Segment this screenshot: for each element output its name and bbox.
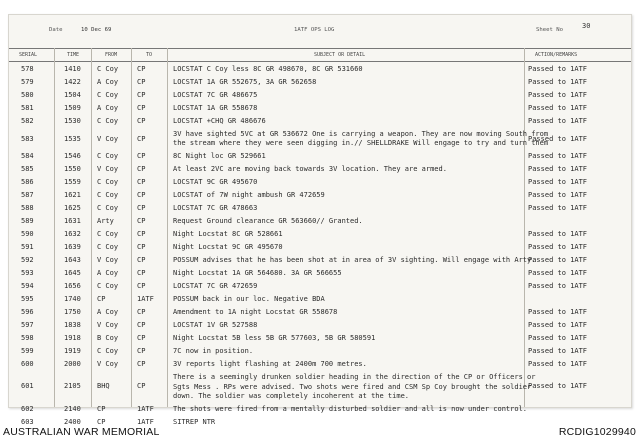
column-header-serial: SERIAL <box>19 52 38 58</box>
subject-line: LOCSTAT 7C GR 486675 <box>173 91 258 99</box>
to-cell: CP <box>137 165 146 174</box>
time-cell: 1559 <box>64 178 81 187</box>
action-cell: Passed to 1ATF <box>528 321 588 330</box>
action-cell: Passed to 1ATF <box>528 65 588 73</box>
time-cell: 1504 <box>64 91 81 99</box>
subject-cell <box>173 217 363 226</box>
log-entry-row <box>9 189 631 202</box>
log-entry-row <box>9 280 631 293</box>
to-cell: 1ATF <box>137 405 154 414</box>
action-cell: Passed to 1ATF <box>528 165 588 174</box>
to-cell: CP <box>137 78 146 86</box>
subject-line: LOCSTAT of 7W night ambush GR 472659 <box>173 191 325 200</box>
to-cell: CP <box>137 91 146 99</box>
subject-cell <box>173 165 447 174</box>
subject-line: LOCSTAT 1A GR 552675, 3A GR 562658 <box>173 78 317 86</box>
to-cell: CP <box>137 117 146 125</box>
serial-cell: 596 <box>21 308 34 317</box>
action-cell: Passed to 1ATF <box>528 347 588 356</box>
log-entry-row <box>9 306 631 319</box>
serial-cell: 582 <box>21 117 34 125</box>
action-cell: Passed to 1ATF <box>528 243 588 252</box>
log-entry-row <box>9 371 631 403</box>
time-cell: 1656 <box>64 282 81 291</box>
column-header-from: FROM <box>105 52 118 58</box>
action-cell: Passed to 1ATF <box>528 178 588 187</box>
to-cell: CP <box>137 65 146 73</box>
log-entry-row <box>9 358 631 371</box>
serial-cell: 580 <box>21 91 34 99</box>
to-cell: CP <box>137 135 146 143</box>
column-header-time: TIME <box>67 52 80 58</box>
subject-line: Amendment to 1A night Locstat GR 558678 <box>173 308 338 317</box>
from-cell: C Coy <box>97 191 119 200</box>
record-id: RCDIG1029940 <box>558 426 636 438</box>
time-cell: 1919 <box>64 347 81 356</box>
subject-cell <box>173 152 266 161</box>
subject-line: Night Locstat 9C GR 495670 <box>173 243 283 252</box>
log-sheet <box>8 14 632 427</box>
subject-cell <box>173 65 363 74</box>
action-cell: Passed to 1ATF <box>528 91 588 99</box>
time-cell: 2000 <box>64 360 81 369</box>
action-cell: Passed to 1ATF <box>528 191 588 200</box>
from-cell: V Coy <box>97 256 119 265</box>
serial-cell: 586 <box>21 178 34 187</box>
subject-cell <box>173 91 257 100</box>
from-cell: CP <box>97 405 106 414</box>
from-cell: Arty <box>97 217 114 226</box>
action-cell: Passed to 1ATF <box>528 78 588 86</box>
from-cell: A Coy <box>97 104 119 112</box>
action-cell: Passed to 1ATF <box>528 230 588 239</box>
log-entry-row <box>9 89 631 102</box>
subject-line: 3V reports light flashing at 2400m 700 metres. <box>173 360 367 369</box>
to-cell: CP <box>137 178 146 187</box>
serial-cell: 587 <box>21 191 34 200</box>
log-entry-row <box>9 128 631 150</box>
log-entry-row <box>9 115 631 128</box>
action-cell: Passed to 1ATF <box>528 360 588 369</box>
log-entry-row <box>9 163 631 176</box>
time-cell: 1838 <box>64 321 81 330</box>
action-cell: Passed to 1ATF <box>528 117 588 125</box>
log-entry-row <box>9 228 631 241</box>
to-cell: CP <box>137 230 146 239</box>
log-entry-row <box>9 202 631 215</box>
from-cell: V Coy <box>97 321 119 330</box>
action-cell: Passed to 1ATF <box>528 282 588 291</box>
subject-line: POSSUM back in our loc. Negative BDA <box>173 295 325 304</box>
serial-cell: 597 <box>21 321 34 330</box>
log-entry-row <box>9 345 631 358</box>
serial-cell: 603 <box>21 418 34 427</box>
serial-cell: 581 <box>21 104 34 112</box>
from-cell: C Coy <box>97 91 119 99</box>
serial-cell: 589 <box>21 217 34 226</box>
subject-cell <box>173 295 325 304</box>
serial-cell: 599 <box>21 347 34 356</box>
serial-cell: 579 <box>21 78 34 86</box>
log-entry-row <box>9 332 631 345</box>
from-cell: C Coy <box>97 282 119 291</box>
serial-cell: 578 <box>21 65 34 73</box>
subject-line: Request Ground clearance GR 563660// Granted. <box>173 217 363 226</box>
log-entry-row <box>9 102 631 115</box>
serial-cell: 583 <box>21 135 34 143</box>
subject-line: POSSUM advises that he has been shot at in area of 3V sighting. Will engage with Arty. <box>173 256 536 265</box>
subject-line: There is a seemingly drunken soldier heading in the direction of the CP or Officers or <box>173 373 536 382</box>
subject-cell <box>173 360 367 369</box>
serial-cell: 600 <box>21 360 34 369</box>
subject-line: Night Locstat 5B less 5B GR 577603, 5B GR 580591 <box>173 334 376 343</box>
serial-cell: 585 <box>21 165 34 174</box>
from-cell: BHQ <box>97 382 110 391</box>
serial-cell: 590 <box>21 230 34 239</box>
from-cell: C Coy <box>97 117 119 125</box>
subject-cell <box>173 78 316 87</box>
from-cell: V Coy <box>97 360 119 369</box>
action-cell: Passed to 1ATF <box>528 382 588 391</box>
to-cell: CP <box>137 191 146 200</box>
subject-line: down. The soldier was completely incoherent at the time. <box>173 392 410 401</box>
to-cell: CP <box>137 217 146 226</box>
date-value: 10 Dec 69 <box>81 27 112 33</box>
serial-cell: 601 <box>21 382 34 391</box>
time-cell: 1422 <box>64 78 81 86</box>
time-cell: 1410 <box>64 65 81 73</box>
log-entry-row <box>9 267 631 280</box>
subject-line: Night Locstat 8C GR 528661 <box>173 230 283 239</box>
from-cell: C Coy <box>97 152 119 161</box>
time-cell: 2105 <box>64 382 81 391</box>
time-cell: 1740 <box>64 295 81 304</box>
to-cell: 1ATF <box>137 295 154 304</box>
action-cell: Passed to 1ATF <box>528 204 588 213</box>
subject-line: The shots were fired from a mentally disturbed soldier and all is now under control. <box>173 405 528 414</box>
to-cell: CP <box>137 256 146 265</box>
subject-cell <box>173 117 266 126</box>
time-cell: 2140 <box>64 405 81 414</box>
from-cell: C Coy <box>97 178 119 187</box>
subject-cell <box>173 130 548 149</box>
from-cell: A Coy <box>97 78 119 86</box>
subject-line: Night Locstat 1A GR 564680. 3A GR 566655 <box>173 269 342 278</box>
time-cell: 1750 <box>64 308 81 317</box>
from-cell: V Coy <box>97 165 119 174</box>
serial-cell: 591 <box>21 243 34 252</box>
to-cell: CP <box>137 360 146 369</box>
subject-line: 8C Night loc GR 529661 <box>173 152 266 161</box>
subject-cell <box>173 418 215 427</box>
from-cell: CP <box>97 295 106 304</box>
subject-line: LOCSTAT +CHQ GR 486676 <box>173 117 266 125</box>
sheet-number: 30 <box>582 22 591 30</box>
column-header-subject: SUBJECT OR DETAIL <box>314 52 366 58</box>
subject-cell <box>173 405 527 414</box>
log-entry-row <box>9 241 631 254</box>
from-cell: V Coy <box>97 135 119 143</box>
to-cell: CP <box>137 382 146 391</box>
serial-cell: 592 <box>21 256 34 265</box>
subject-cell <box>173 204 257 213</box>
serial-cell: 598 <box>21 334 34 343</box>
to-cell: CP <box>137 334 146 343</box>
to-cell: CP <box>137 321 146 330</box>
to-cell: CP <box>137 104 146 112</box>
serial-cell: 584 <box>21 152 34 161</box>
time-cell: 1530 <box>64 117 81 125</box>
subject-cell <box>173 230 283 239</box>
from-cell: C Coy <box>97 65 119 73</box>
subject-line: 7C now in position. <box>173 347 254 356</box>
time-cell: 1645 <box>64 269 81 278</box>
archive-credit: AUSTRALIAN WAR MEMORIAL <box>3 426 160 438</box>
action-cell: Passed to 1ATF <box>528 152 588 161</box>
action-cell: Passed to 1ATF <box>528 334 588 343</box>
to-cell: CP <box>137 204 146 213</box>
time-cell: 1546 <box>64 152 81 161</box>
subject-line: SITREP NTR <box>173 418 216 427</box>
from-cell: C Coy <box>97 230 119 239</box>
subject-line: LOCSTAT 7C GR 472659 <box>173 282 258 291</box>
to-cell: CP <box>137 308 146 317</box>
log-entry-row <box>9 215 631 228</box>
subject-cell <box>173 308 337 317</box>
log-entry-row <box>9 403 631 416</box>
sheet-label: Sheet No <box>536 27 563 33</box>
subject-line: LOCSTAT C Coy less 8C GR 498670, 8C GR 531660 <box>173 65 363 73</box>
subject-cell <box>173 334 375 343</box>
subject-cell <box>173 373 535 401</box>
column-header-to: TO <box>146 52 153 58</box>
time-cell: 1509 <box>64 104 81 112</box>
time-cell: 1639 <box>64 243 81 252</box>
serial-cell: 588 <box>21 204 34 213</box>
subject-line: LOCSTAT 9C GR 495670 <box>173 178 258 187</box>
log-entry-row <box>9 176 631 189</box>
subject-cell <box>173 104 257 113</box>
log-entry-row <box>9 293 631 306</box>
from-cell: A Coy <box>97 269 119 278</box>
time-cell: 1550 <box>64 165 81 174</box>
subject-cell <box>173 347 253 356</box>
to-cell: CP <box>137 269 146 278</box>
serial-cell: 595 <box>21 295 34 304</box>
to-cell: CP <box>137 243 146 252</box>
column-header-action: ACTION/REMARKS <box>535 52 578 58</box>
to-cell: CP <box>137 282 146 291</box>
serial-cell: 602 <box>21 405 34 414</box>
column-header-row <box>9 48 631 62</box>
serial-cell: 594 <box>21 282 34 291</box>
log-entry-row <box>9 254 631 267</box>
time-cell: 2400 <box>64 418 81 427</box>
action-cell: Passed to 1ATF <box>528 104 588 112</box>
subject-line: LOCSTAT 7C GR 478663 <box>173 204 258 213</box>
subject-cell <box>173 243 283 252</box>
from-cell: CP <box>97 418 106 427</box>
action-cell: Passed to 1ATF <box>528 256 588 265</box>
time-cell: 1535 <box>64 135 81 143</box>
time-cell: 1918 <box>64 334 81 343</box>
subject-line: 3V have sighted 5VC at GR 536672 One is carrying a weapon. They are now moving South from <box>173 130 549 138</box>
log-entry-row <box>9 76 631 89</box>
subject-cell <box>173 282 257 291</box>
to-cell: 1ATF <box>137 418 154 427</box>
time-cell: 1621 <box>64 191 81 200</box>
subject-line: LOCSTAT 1V GR 527588 <box>173 321 258 330</box>
time-cell: 1632 <box>64 230 81 239</box>
subject-cell <box>173 178 257 187</box>
subject-line: the stream where they were seen digging in.// SHELLDRAKE Will engage to try and turn them <box>173 139 549 148</box>
serial-cell: 593 <box>21 269 34 278</box>
time-cell: 1625 <box>64 204 81 213</box>
from-cell: C Coy <box>97 243 119 252</box>
from-cell: C Coy <box>97 347 119 356</box>
action-cell: Passed to 1ATF <box>528 135 588 143</box>
log-entry-row <box>9 150 631 163</box>
subject-line: LOCSTAT 1A GR 558678 <box>173 104 258 112</box>
time-cell: 1643 <box>64 256 81 265</box>
action-cell: Passed to 1ATF <box>528 269 588 278</box>
from-cell: C Coy <box>97 204 119 213</box>
log-entry-row <box>9 63 631 76</box>
to-cell: CP <box>137 347 146 356</box>
date-label: Date <box>49 27 63 33</box>
subject-line: Sgts Mess . RPs were advised. Two shots were fired and CSM Sp Coy brought the soldier <box>173 382 532 391</box>
log-title: 1ATF OPS LOG <box>294 27 335 33</box>
subject-cell <box>173 191 325 200</box>
subject-cell <box>173 321 257 330</box>
time-cell: 1631 <box>64 217 81 226</box>
subject-cell <box>173 269 342 278</box>
from-cell: A Coy <box>97 308 119 317</box>
to-cell: CP <box>137 152 146 161</box>
log-entry-row <box>9 319 631 332</box>
from-cell: B Coy <box>97 334 119 343</box>
action-cell: Passed to 1ATF <box>528 308 588 317</box>
subject-cell <box>173 256 535 265</box>
subject-line: At least 2VC are moving back towards 3V location. They are armed. <box>173 165 447 174</box>
